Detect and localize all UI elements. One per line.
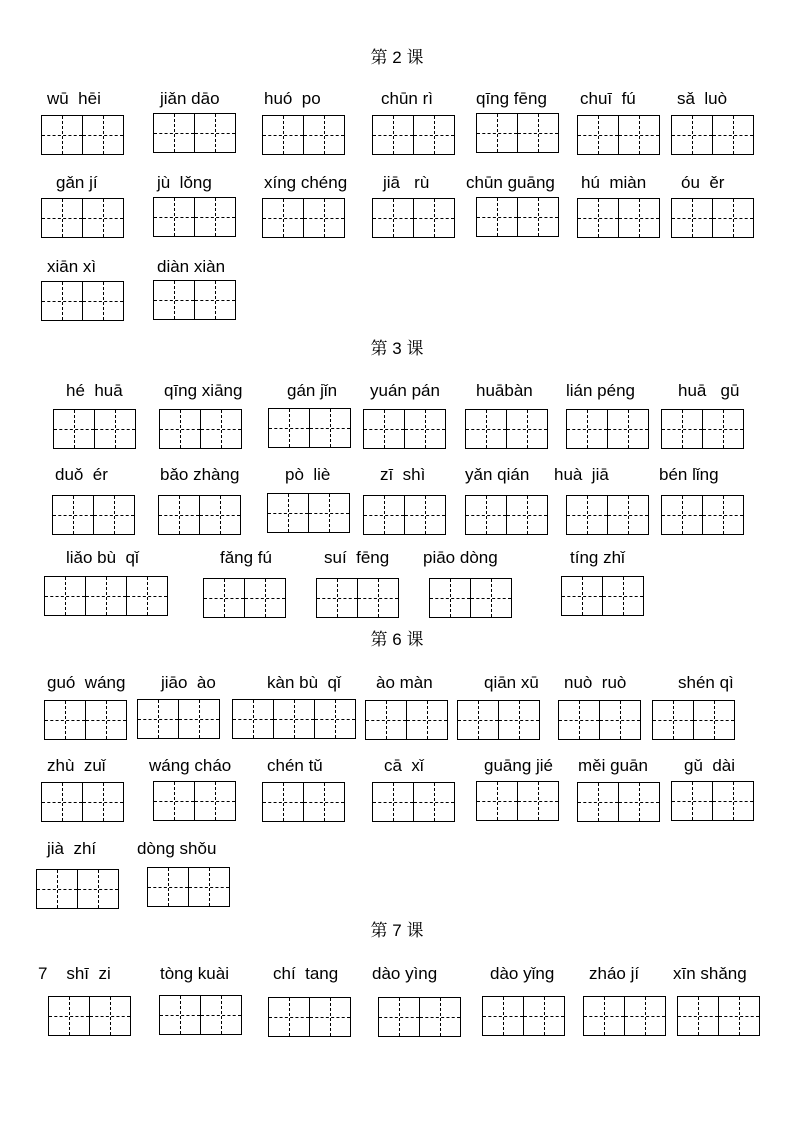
pinyin-label: jià zhí <box>47 839 97 858</box>
writing-cell[interactable] <box>357 578 399 618</box>
writing-grid[interactable] <box>268 997 351 1037</box>
pinyin-label: huó po <box>264 89 321 108</box>
writing-cell[interactable] <box>618 115 660 155</box>
writing-cell[interactable] <box>406 700 448 740</box>
pinyin-label: lián péng <box>566 381 636 400</box>
writing-cell[interactable] <box>153 197 195 237</box>
writing-cell[interactable] <box>419 997 461 1037</box>
writing-grid[interactable] <box>561 576 644 616</box>
writing-grid[interactable] <box>476 197 559 237</box>
writing-grid[interactable] <box>36 869 119 909</box>
pinyin-label: guāng jié <box>484 756 554 775</box>
writing-cell[interactable] <box>404 409 446 449</box>
pinyin-label: dào yǐng <box>490 964 555 983</box>
writing-cell[interactable] <box>82 115 124 155</box>
writing-cell[interactable] <box>363 409 405 449</box>
writing-grid[interactable] <box>203 578 286 618</box>
pinyin-label: wáng cháo <box>149 756 232 775</box>
writing-cell[interactable] <box>718 996 760 1036</box>
writing-grid[interactable] <box>577 782 660 822</box>
writing-cell[interactable] <box>89 996 131 1036</box>
writing-cell[interactable] <box>652 700 694 740</box>
writing-cell[interactable] <box>309 408 351 448</box>
writing-grid[interactable] <box>267 493 350 533</box>
writing-cell[interactable] <box>308 493 350 533</box>
writing-grid[interactable] <box>558 700 641 740</box>
writing-cell[interactable] <box>693 700 735 740</box>
pinyin-label: gán jǐn <box>287 381 338 400</box>
writing-cell[interactable] <box>476 113 518 153</box>
writing-cell[interactable] <box>126 576 168 616</box>
pinyin-label: suí fēng <box>324 548 390 567</box>
writing-cell[interactable] <box>561 576 603 616</box>
pinyin-label: zhù zuǐ <box>47 756 106 775</box>
writing-cell[interactable] <box>267 493 309 533</box>
writing-cell[interactable] <box>153 280 195 320</box>
pinyin-label: huābàn <box>476 381 533 400</box>
writing-cell[interactable] <box>378 997 420 1037</box>
writing-cell[interactable] <box>413 782 455 822</box>
writing-cell[interactable] <box>200 409 242 449</box>
writing-grid[interactable] <box>465 495 548 535</box>
writing-cell[interactable] <box>517 197 559 237</box>
writing-cell[interactable] <box>517 113 559 153</box>
writing-cell[interactable] <box>476 781 518 821</box>
pinyin-label: 7 shī zi <box>38 964 111 983</box>
writing-grid[interactable] <box>372 198 455 238</box>
writing-cell[interactable] <box>671 781 713 821</box>
writing-cell[interactable] <box>702 409 744 449</box>
writing-cell[interactable] <box>470 578 512 618</box>
writing-cell[interactable] <box>303 115 345 155</box>
writing-grid[interactable] <box>159 995 242 1035</box>
writing-cell[interactable] <box>558 700 600 740</box>
pinyin-label: dòng shǒu <box>137 839 217 858</box>
writing-grid[interactable] <box>158 495 241 535</box>
writing-cell[interactable] <box>577 782 619 822</box>
writing-cell[interactable] <box>262 115 304 155</box>
writing-cell[interactable] <box>309 997 351 1037</box>
pinyin-label: piāo dòng <box>423 548 498 567</box>
pinyin-label: xíng chéng <box>264 173 348 192</box>
pinyin-label: tíng zhǐ <box>570 548 625 567</box>
writing-cell[interactable] <box>506 409 548 449</box>
writing-cell[interactable] <box>44 576 86 616</box>
pinyin-label: huā gū <box>678 381 740 400</box>
writing-grid[interactable] <box>262 115 345 155</box>
writing-cell[interactable] <box>677 996 719 1036</box>
writing-grid[interactable] <box>583 996 666 1036</box>
writing-grid[interactable] <box>363 409 446 449</box>
pinyin-label: hé huā <box>66 381 123 400</box>
pinyin-label: nuò ruò <box>564 673 627 692</box>
writing-cell[interactable] <box>314 699 356 739</box>
writing-cell[interactable] <box>194 280 236 320</box>
lesson-title: 第 6 课 <box>370 630 424 649</box>
writing-grid[interactable] <box>363 495 446 535</box>
writing-cell[interactable] <box>52 495 94 535</box>
writing-cell[interactable] <box>363 495 405 535</box>
writing-cell[interactable] <box>566 495 608 535</box>
lesson-title: 第 2 课 <box>370 48 424 67</box>
writing-cell[interactable] <box>44 700 86 740</box>
writing-grid[interactable] <box>159 409 242 449</box>
writing-cell[interactable] <box>82 281 124 321</box>
pinyin-label: měi guān <box>578 756 648 775</box>
writing-cell[interactable] <box>194 781 236 821</box>
writing-cell[interactable] <box>159 409 201 449</box>
writing-cell[interactable] <box>94 409 136 449</box>
writing-grid[interactable] <box>48 996 131 1036</box>
pinyin-label: chūn guāng <box>466 173 555 192</box>
writing-cell[interactable] <box>413 115 455 155</box>
pinyin-label: shén qì <box>678 673 734 692</box>
writing-cell[interactable] <box>618 782 660 822</box>
writing-cell[interactable] <box>244 578 286 618</box>
pinyin-label: xīn shǎng <box>673 964 747 983</box>
pinyin-label: chén tǔ <box>267 756 323 775</box>
writing-cell[interactable] <box>273 699 315 739</box>
writing-grid[interactable] <box>44 576 168 616</box>
writing-cell[interactable] <box>303 782 345 822</box>
pinyin-label: óu ěr <box>681 173 725 192</box>
pinyin-label: ào màn <box>376 673 433 692</box>
writing-grid[interactable] <box>41 782 124 822</box>
writing-cell[interactable] <box>583 996 625 1036</box>
writing-cell[interactable] <box>577 198 619 238</box>
writing-grid[interactable] <box>372 115 455 155</box>
writing-cell[interactable] <box>365 700 407 740</box>
writing-cell[interactable] <box>93 495 135 535</box>
pinyin-label: jiǎn dāo <box>160 89 220 108</box>
writing-grid[interactable] <box>476 781 559 821</box>
writing-cell[interactable] <box>262 782 304 822</box>
writing-cell[interactable] <box>712 198 754 238</box>
pinyin-label: qīng fēng <box>476 89 547 108</box>
writing-cell[interactable] <box>316 578 358 618</box>
writing-grid[interactable] <box>661 409 744 449</box>
writing-cell[interactable] <box>566 409 608 449</box>
writing-grid[interactable] <box>41 281 124 321</box>
writing-grid[interactable] <box>44 700 127 740</box>
writing-cell[interactable] <box>188 867 230 907</box>
writing-cell[interactable] <box>153 113 195 153</box>
pinyin-label: hú miàn <box>581 173 647 192</box>
writing-grid[interactable] <box>577 115 660 155</box>
writing-cell[interactable] <box>159 995 201 1035</box>
writing-cell[interactable] <box>48 996 90 1036</box>
writing-cell[interactable] <box>599 700 641 740</box>
writing-grid[interactable] <box>316 578 399 618</box>
writing-cell[interactable] <box>372 115 414 155</box>
writing-grid[interactable] <box>372 782 455 822</box>
writing-cell[interactable] <box>457 700 499 740</box>
writing-grid[interactable] <box>153 113 236 153</box>
writing-cell[interactable] <box>624 996 666 1036</box>
pinyin-label: bén lǐng <box>659 465 719 484</box>
writing-cell[interactable] <box>577 115 619 155</box>
writing-cell[interactable] <box>268 408 310 448</box>
pinyin-label: diàn xiàn <box>157 257 226 276</box>
writing-cell[interactable] <box>82 782 124 822</box>
writing-cell[interactable] <box>85 576 127 616</box>
pinyin-label: wū hēi <box>47 89 101 108</box>
writing-cell[interactable] <box>53 409 95 449</box>
writing-grid[interactable] <box>262 198 345 238</box>
writing-cell[interactable] <box>413 198 455 238</box>
pinyin-label: jiā rù <box>383 173 430 192</box>
writing-grid[interactable] <box>365 700 448 740</box>
writing-grid[interactable] <box>671 115 754 155</box>
writing-cell[interactable] <box>607 409 649 449</box>
pinyin-label: zháo jí <box>589 964 640 983</box>
writing-grid[interactable] <box>153 781 236 821</box>
pinyin-label: yǎn qián <box>465 465 530 484</box>
writing-cell[interactable] <box>303 198 345 238</box>
lesson-title: 第 3 课 <box>370 339 424 358</box>
pinyin-label: sǎ luò <box>677 89 728 108</box>
writing-cell[interactable] <box>41 198 83 238</box>
pinyin-label: chūn rì <box>381 89 433 108</box>
lesson-title: 第 7 课 <box>370 921 424 940</box>
pinyin-label: jù lǒng <box>157 173 212 192</box>
pinyin-label: qiān xū <box>484 673 539 692</box>
writing-grid[interactable] <box>378 997 461 1037</box>
pinyin-label: chí tang <box>273 964 339 983</box>
writing-cell[interactable] <box>498 700 540 740</box>
pinyin-label: gǎn jí <box>56 173 98 192</box>
writing-grid[interactable] <box>52 495 135 535</box>
writing-cell[interactable] <box>429 578 471 618</box>
writing-grid[interactable] <box>671 198 754 238</box>
writing-cell[interactable] <box>465 495 507 535</box>
pinyin-label: bǎo zhàng <box>160 465 240 484</box>
writing-cell[interactable] <box>147 867 189 907</box>
writing-cell[interactable] <box>199 495 241 535</box>
pinyin-label: huà jiā <box>554 465 609 484</box>
writing-grid[interactable] <box>153 280 236 320</box>
writing-cell[interactable] <box>602 576 644 616</box>
writing-cell[interactable] <box>153 781 195 821</box>
writing-cell[interactable] <box>77 869 119 909</box>
pinyin-label: tòng kuài <box>160 964 229 983</box>
writing-cell[interactable] <box>523 996 565 1036</box>
writing-cell[interactable] <box>618 198 660 238</box>
writing-cell[interactable] <box>404 495 446 535</box>
writing-cell[interactable] <box>372 198 414 238</box>
writing-cell[interactable] <box>661 495 703 535</box>
writing-cell[interactable] <box>661 409 703 449</box>
writing-grid[interactable] <box>268 408 351 448</box>
pinyin-label: pò liè <box>285 465 331 484</box>
writing-cell[interactable] <box>178 699 220 739</box>
pinyin-label: cā xǐ <box>384 756 424 775</box>
pinyin-label: kàn bù qǐ <box>267 673 341 692</box>
pinyin-label: duǒ ér <box>55 465 108 484</box>
pinyin-label: chuī fú <box>580 89 636 108</box>
pinyin-label: qīng xiāng <box>164 381 243 400</box>
writing-grid[interactable] <box>671 781 754 821</box>
writing-cell[interactable] <box>82 198 124 238</box>
writing-cell[interactable] <box>506 495 548 535</box>
pinyin-label: liǎo bù qǐ <box>66 548 139 567</box>
writing-grid[interactable] <box>577 198 660 238</box>
writing-cell[interactable] <box>268 997 310 1037</box>
writing-cell[interactable] <box>158 495 200 535</box>
writing-cell[interactable] <box>85 700 127 740</box>
pinyin-label: jiāo ào <box>161 673 216 692</box>
writing-grid[interactable] <box>652 700 735 740</box>
writing-cell[interactable] <box>203 578 245 618</box>
pinyin-label: fǎng fú <box>220 548 272 567</box>
writing-cell[interactable] <box>712 781 754 821</box>
writing-grid[interactable] <box>53 409 136 449</box>
writing-grid[interactable] <box>566 495 649 535</box>
writing-cell[interactable] <box>41 782 83 822</box>
writing-grid[interactable] <box>41 198 124 238</box>
writing-cell[interactable] <box>194 113 236 153</box>
writing-grid[interactable] <box>465 409 548 449</box>
writing-cell[interactable] <box>702 495 744 535</box>
writing-grid[interactable] <box>677 996 760 1036</box>
writing-cell[interactable] <box>194 197 236 237</box>
pinyin-label: zī shì <box>380 465 426 484</box>
writing-cell[interactable] <box>671 115 713 155</box>
writing-grid[interactable] <box>566 409 649 449</box>
writing-grid[interactable] <box>232 699 356 739</box>
writing-cell[interactable] <box>482 996 524 1036</box>
writing-grid[interactable] <box>661 495 744 535</box>
writing-cell[interactable] <box>232 699 274 739</box>
writing-cell[interactable] <box>262 198 304 238</box>
writing-grid[interactable] <box>476 113 559 153</box>
writing-grid[interactable] <box>137 699 220 739</box>
writing-cell[interactable] <box>36 869 78 909</box>
writing-cell[interactable] <box>137 699 179 739</box>
writing-cell[interactable] <box>607 495 649 535</box>
pinyin-label: dào yìng <box>372 964 438 983</box>
writing-grid[interactable] <box>153 197 236 237</box>
writing-cell[interactable] <box>372 782 414 822</box>
pinyin-label: xiān xì <box>47 257 97 276</box>
pinyin-label: gǔ dài <box>684 756 736 775</box>
writing-cell[interactable] <box>517 781 559 821</box>
writing-grid[interactable] <box>262 782 345 822</box>
writing-grid[interactable] <box>457 700 540 740</box>
pinyin-label: yuán pán <box>370 381 440 400</box>
writing-cell[interactable] <box>671 198 713 238</box>
writing-cell[interactable] <box>465 409 507 449</box>
writing-grid[interactable] <box>429 578 512 618</box>
writing-cell[interactable] <box>41 281 83 321</box>
writing-grid[interactable] <box>482 996 565 1036</box>
pinyin-label: guó wáng <box>47 673 126 692</box>
writing-cell[interactable] <box>41 115 83 155</box>
writing-grid[interactable] <box>41 115 124 155</box>
writing-cell[interactable] <box>712 115 754 155</box>
writing-cell[interactable] <box>476 197 518 237</box>
writing-cell[interactable] <box>200 995 242 1035</box>
writing-grid[interactable] <box>147 867 230 907</box>
